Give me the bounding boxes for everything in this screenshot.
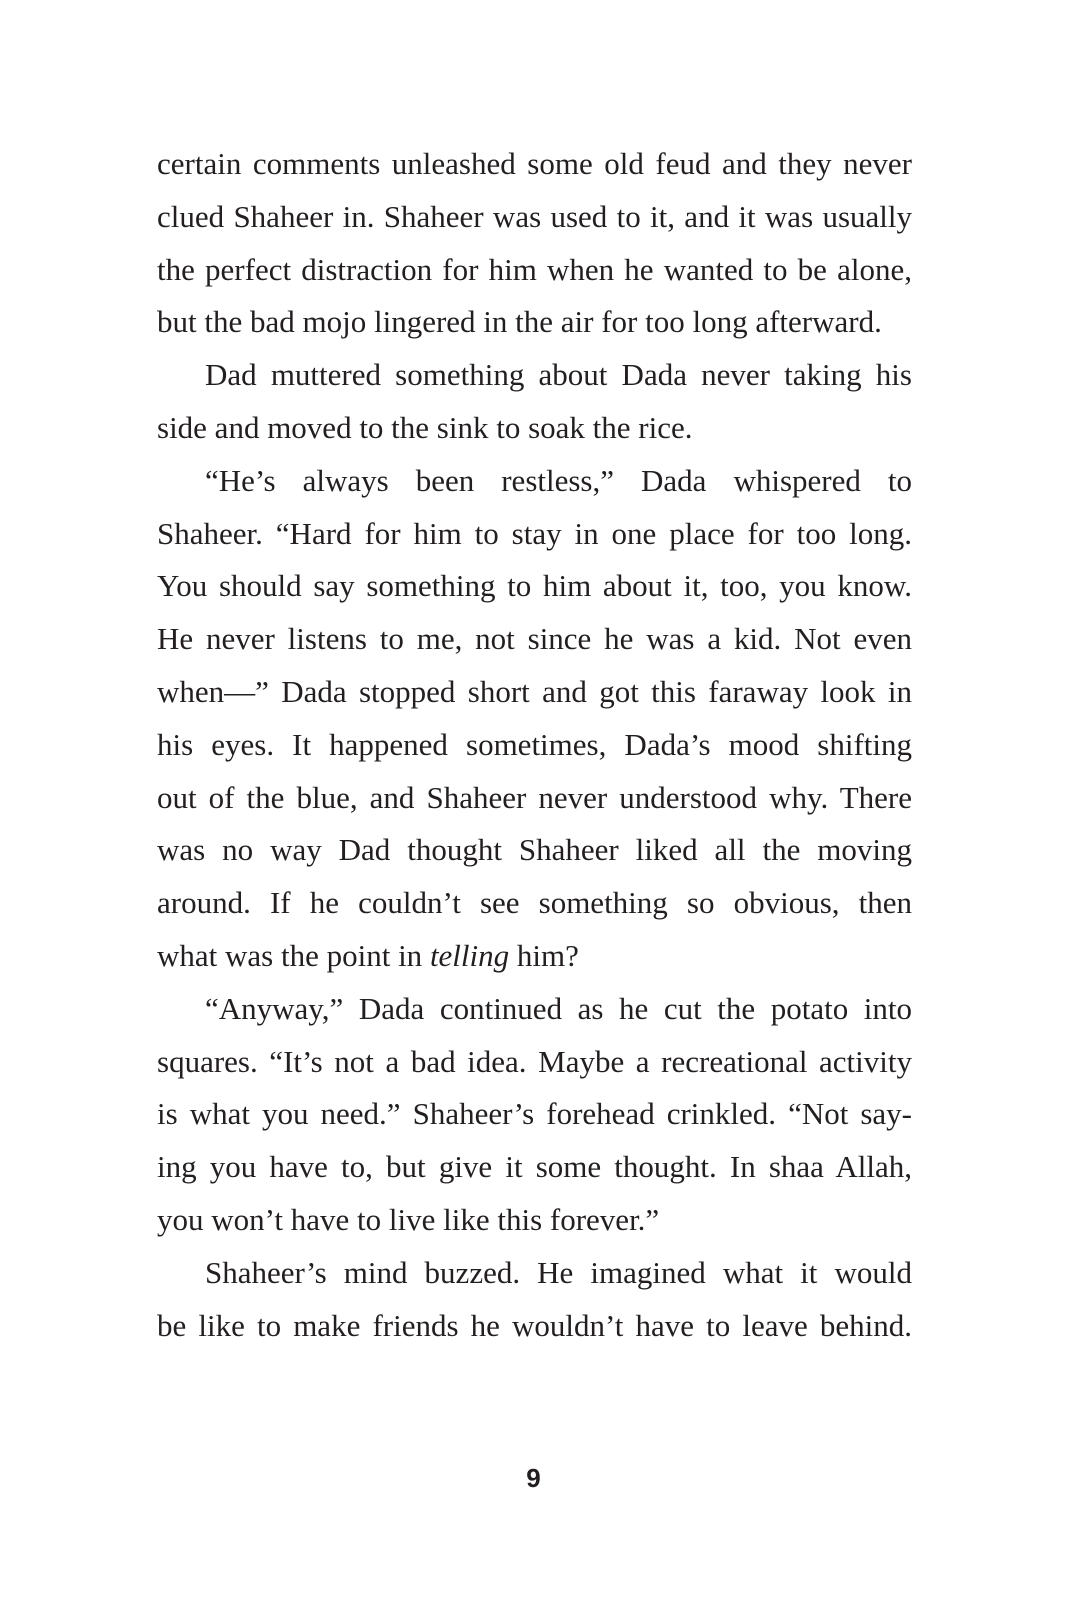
text-line: around. If he couldn’t see something so obvious, then — [157, 885, 912, 921]
body-text — [157, 138, 912, 1352]
text-line: but the bad mojo lingered in the air for too long afterward. — [157, 304, 882, 340]
text-line: is what you need.” Shaheer’s forehead crinkled. “Not say- — [157, 1096, 912, 1132]
text-line: Dad muttered something about Dada never taking his — [205, 357, 912, 393]
text-line: “Anyway,” Dada continued as he cut the potato into — [205, 990, 912, 1026]
text-run: what was the point in — [157, 937, 430, 973]
text-line: side and moved to the sink to soak the rice. — [157, 409, 693, 445]
text-line — [157, 930, 912, 983]
text-line: You should say something to him about it, too, you know. — [157, 568, 912, 604]
text-line: clued Shaheer in. Shaheer was used to it, and it was usually — [157, 198, 912, 234]
text-line: when—” Dada stopped short and got this faraway look in — [157, 673, 912, 709]
text-line: you won’t have to live like this forever.” — [157, 1201, 660, 1237]
text-run: him? — [509, 937, 579, 973]
page-number: 9 — [526, 1463, 541, 1493]
text-line: be like to make friends he wouldn’t have to leave behind. — [157, 1307, 912, 1343]
text-line: was no way Dad thought Shaheer liked all the moving — [157, 832, 912, 868]
text-line: out of the blue, and Shaheer never understood why. There — [157, 779, 912, 815]
text-line: He never listens to me, not since he was a kid. Not even — [157, 621, 912, 657]
italic-word: telling — [429, 937, 510, 973]
text-line: Shaheer’s mind buzzed. He imagined what it would — [205, 1254, 912, 1290]
text-line: ing you have to, but give it some thought. In shaa Allah, — [157, 1149, 912, 1185]
text-line: his eyes. It happened sometimes, Dada’s mood shifting — [157, 726, 912, 762]
text-line: Shaheer. “Hard for him to stay in one place for too long. — [157, 515, 912, 551]
text-line: squares. “It’s not a bad idea. Maybe a recreational activity — [157, 1043, 912, 1079]
text-line: certain comments unleashed some old feud and they never — [157, 146, 912, 181]
text-line: “He’s always been restless,” Dada whispered to — [205, 462, 912, 498]
text-line: the perfect distraction for him when he wanted to be alone, — [157, 251, 912, 287]
